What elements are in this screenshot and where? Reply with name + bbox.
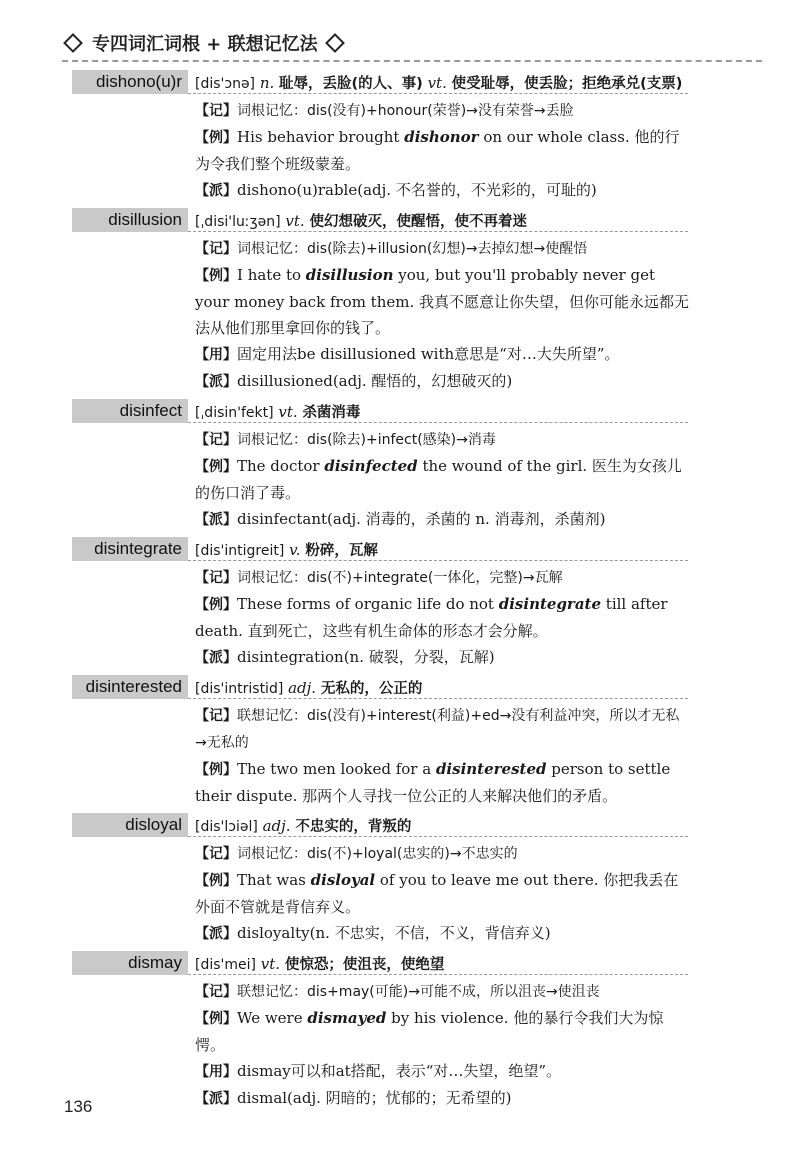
example-line: [195, 453, 690, 506]
example-tag: 【例】: [195, 762, 237, 778]
phonetic: [dis'ɔnə]: [195, 76, 256, 92]
example-keyword: disintegrate: [498, 595, 602, 613]
entry-divider: [188, 231, 688, 232]
phonetic: [dis'mei]: [195, 957, 256, 973]
usage-line: [195, 341, 690, 368]
part-of-speech: vt.: [260, 955, 281, 973]
example-tag: 【例】: [195, 1011, 237, 1027]
memory-line: [195, 702, 690, 756]
part-of-speech: adj.: [262, 817, 291, 835]
entry-divider: [188, 560, 688, 561]
headword: dismay: [72, 951, 188, 975]
example-text: of you to leave me out there. 你把我丢在外面不管就是背信弃义。: [195, 871, 679, 916]
memory-text: 词根记忆：dis(除去)+infect(感染)→消毒: [237, 432, 496, 448]
example-text: His behavior brought: [237, 128, 405, 146]
derived-text: disillusioned(adj. 醒悟的，幻想破灭的): [237, 372, 513, 390]
example-text: I hate to: [237, 266, 306, 284]
example-keyword: disillusion: [305, 266, 394, 284]
definition: 不忠实的，背叛的: [295, 819, 412, 835]
entry-divider: [188, 422, 688, 423]
derived-text: dishono(u)rable(adj. 不名誉的，不光彩的，可耻的): [237, 181, 597, 199]
memory-text: 联想记忆：dis(没有)+interest(利益)+ed→没有利益冲突，所以才无私→无私的: [195, 708, 680, 751]
entry-disloyal: [0, 813, 800, 947]
part-of-speech: vt.: [278, 403, 298, 421]
example-tag: 【例】: [195, 873, 237, 889]
headword: disinterested: [72, 675, 188, 699]
derived-line: [195, 920, 690, 947]
derived-text: disinfectant(adj. 消毒的，杀菌的 n. 消毒剂，杀菌剂): [237, 510, 606, 528]
derived-tag: 【派】: [195, 374, 237, 390]
entry-divider: [188, 93, 688, 94]
headword: disillusion: [72, 208, 188, 232]
memory-tag: 【记】: [195, 432, 237, 448]
example-text: That was: [237, 871, 311, 889]
derived-text: dismal(adj. 阴暗的；忧郁的；无希望的): [237, 1089, 512, 1107]
derived-tag: 【派】: [195, 1091, 237, 1107]
derived-line: [195, 644, 690, 671]
page-header: [62, 28, 762, 58]
derived-tag: 【派】: [195, 183, 237, 199]
definition: 耻辱，丢脸(的人、事): [279, 76, 423, 92]
example-line: [195, 262, 690, 341]
derived-line: [195, 1085, 690, 1112]
derived-tag: 【派】: [195, 650, 237, 666]
derived-line: [195, 506, 690, 533]
usage-tag: 【用】: [195, 347, 237, 363]
memory-text: 词根记忆：dis(没有)+honour(荣誉)→没有荣誉→丢脸: [237, 103, 574, 119]
memory-line: [195, 426, 690, 453]
example-text: the wound of the girl. 医生为女孩儿的伤口消了毒。: [195, 457, 682, 502]
memory-text: 词根记忆：dis(不)+integrate(一体化，完整)→瓦解: [237, 570, 563, 586]
part-of-speech: adj.: [288, 679, 317, 697]
derived-line: [195, 177, 690, 204]
phonetic: [dis'intristid]: [195, 681, 284, 697]
entry-disinterested: [0, 675, 800, 809]
derived-text: disintegration(n. 破裂，分裂，瓦解): [237, 648, 495, 666]
part-of-speech: vt.: [285, 212, 305, 230]
diamond-icon: [325, 33, 345, 53]
usage-text: dismay可以和at搭配，表示“对…失望，绝望”。: [237, 1062, 562, 1080]
example-text: till after death. 直到死亡，这些有机生命体的形态才会分解。: [195, 595, 668, 640]
memory-tag: 【记】: [195, 984, 237, 1000]
entry-divider: [188, 974, 688, 975]
phonetic: [dis'lɔiəl]: [195, 819, 258, 835]
example-keyword: disinterested: [435, 760, 547, 778]
definition: 使受耻辱，使丢脸；拒绝承兑(支票): [451, 76, 683, 92]
part-of-speech: n.: [259, 74, 275, 92]
example-tag: 【例】: [195, 597, 237, 613]
example-line: [195, 756, 690, 809]
entry-dismay: [0, 951, 800, 1112]
example-line: [195, 1005, 690, 1058]
example-text: We were: [237, 1009, 308, 1027]
memory-text: 联想记忆：dis+may(可能)→可能不成，所以沮丧→使沮丧: [237, 984, 600, 1000]
derived-tag: 【派】: [195, 926, 237, 942]
example-text: The doctor: [237, 457, 325, 475]
memory-text: 词根记忆：dis(不)+loyal(忠实的)→不忠实的: [237, 846, 518, 862]
memory-tag: 【记】: [195, 570, 237, 586]
example-keyword: disloyal: [310, 871, 376, 889]
diamond-icon: [63, 33, 83, 53]
definition: 使惊恐；使沮丧，使绝望: [284, 957, 445, 973]
example-text: person to settle their dispute. 那两个人寻找一位公正的人来解决他们的矛盾。: [195, 760, 671, 805]
entry-divider: [188, 698, 688, 699]
memory-text: 词根记忆：dis(除去)+illusion(幻想)→去掉幻想→使醒悟: [237, 241, 588, 257]
derived-text: disloyalty(n. 不忠实，不信，不义，背信弃义): [237, 924, 551, 942]
example-tag: 【例】: [195, 130, 237, 146]
definition: 无私的，公正的: [320, 681, 423, 697]
derived-line: [195, 368, 690, 395]
headword: disintegrate: [72, 537, 188, 561]
memory-line: [195, 840, 690, 867]
memory-tag: 【记】: [195, 241, 237, 257]
entry-disinfect: [0, 399, 800, 533]
headword: disloyal: [72, 813, 188, 837]
memory-line: [195, 564, 690, 591]
memory-tag: 【记】: [195, 103, 237, 119]
entry-dishonour: [0, 70, 800, 204]
headword: dishono(u)r: [72, 70, 188, 94]
memory-line: [195, 978, 690, 1005]
example-line: [195, 591, 690, 644]
definition: 使幻想破灭，使醒悟，使不再着迷: [309, 214, 527, 230]
example-keyword: disinfected: [324, 457, 418, 475]
header-divider: [62, 60, 762, 62]
usage-text: 固定用法be disillusioned with意思是“对…大失所望”。: [237, 345, 620, 363]
page-number: 136: [64, 1097, 93, 1116]
part-of-speech: vt.: [427, 74, 447, 92]
example-text: by his violence. 他的暴行令我们大为惊愕。: [195, 1009, 664, 1054]
definition: 粉碎，瓦解: [305, 543, 378, 559]
example-tag: 【例】: [195, 268, 237, 284]
usage-tag: 【用】: [195, 1064, 237, 1080]
example-keyword: dishonor: [404, 128, 479, 146]
derived-tag: 【派】: [195, 512, 237, 528]
entry-disillusion: [0, 208, 800, 395]
example-keyword: dismayed: [307, 1009, 387, 1027]
example-tag: 【例】: [195, 459, 237, 475]
memory-tag: 【记】: [195, 846, 237, 862]
example-text: These forms of organic life do not: [237, 595, 499, 613]
memory-line: [195, 97, 690, 124]
usage-line: [195, 1058, 690, 1085]
part-of-speech: v.: [289, 541, 301, 559]
entries-list: [0, 70, 800, 1116]
example-line: [195, 867, 690, 920]
example-text: The two men looked for a: [237, 760, 436, 778]
entry-divider: [188, 836, 688, 837]
header-title: 专四词汇词根 + 联想记忆法: [92, 34, 318, 55]
definition: 杀菌消毒: [302, 405, 361, 421]
memory-line: [195, 235, 690, 262]
entry-disintegrate: [0, 537, 800, 671]
memory-tag: 【记】: [195, 708, 237, 724]
example-text: you, but you'll probably never get your money back from them. 我真不愿意让你失望，但你可能永远都无法从他们那里拿回你的钱了。: [195, 266, 690, 337]
phonetic: [dis'intigreit]: [195, 543, 285, 559]
phonetic: [ˌdisin'fekt]: [195, 405, 274, 421]
headword: disinfect: [72, 399, 188, 423]
example-text: on our whole class. 他的行为令我们整个班级蒙羞。: [195, 128, 680, 173]
phonetic: [ˌdisi'luːʒən]: [195, 214, 281, 230]
example-line: [195, 124, 690, 177]
